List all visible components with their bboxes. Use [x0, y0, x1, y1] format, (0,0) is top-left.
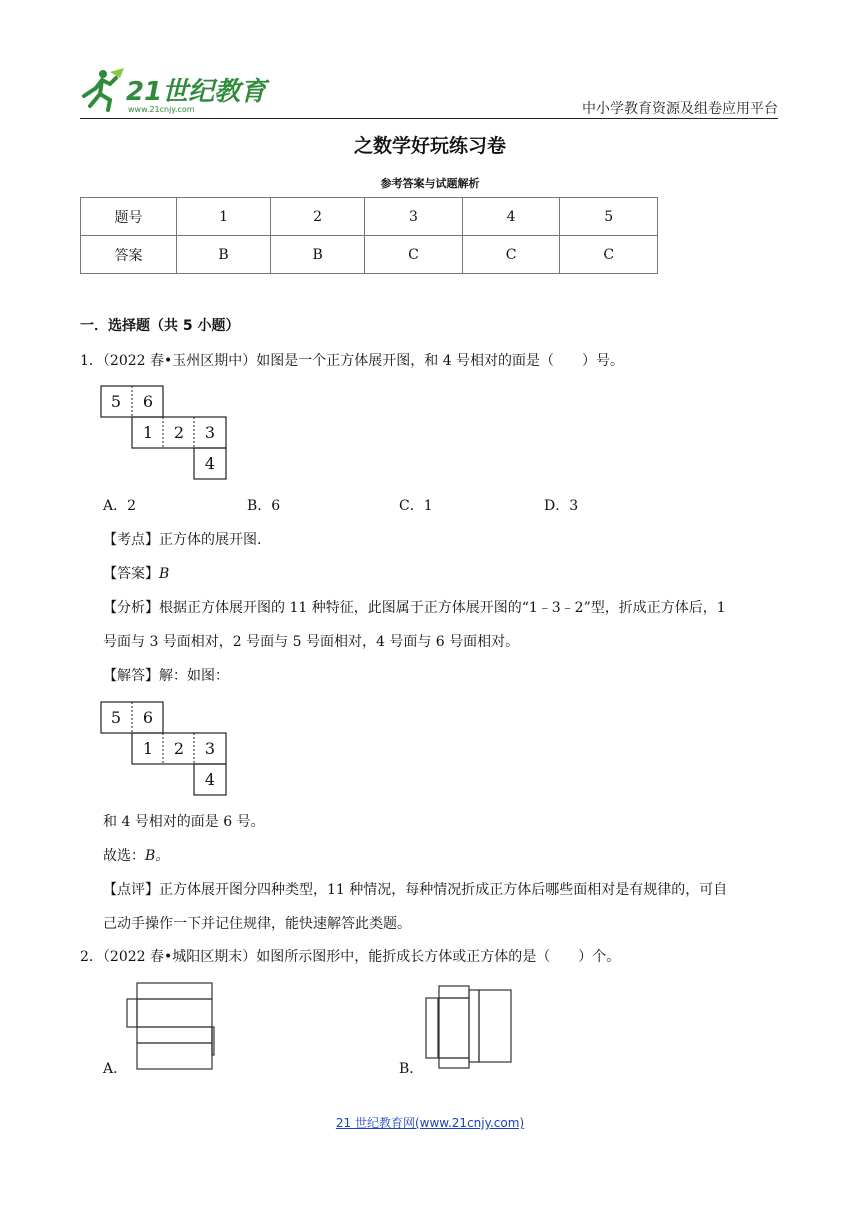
platform-name: 中小学教育资源及组卷应用平台 — [582, 101, 778, 117]
q1-comment-line-2: 己动手操作一下并记住规律，能快速解答此类题。 — [103, 916, 411, 932]
answer-label: 【答案】 — [103, 566, 159, 582]
logo-url: www.21cnjy.com — [128, 105, 195, 114]
q1-analysis-line-2: 号面与 3 号面相对，2 号面与 5 号面相对，4 号面与 6 号面相对。 — [103, 634, 520, 650]
answer-value: B — [159, 566, 170, 582]
net-face-4: 4 — [204, 454, 216, 473]
q1-cube-net-figure — [100, 385, 230, 481]
net-face-1: 1 — [142, 739, 154, 758]
table-cell: B — [271, 236, 365, 274]
table-cell: 2 — [271, 198, 365, 236]
table-row — [81, 198, 658, 236]
page-title: 之数学好玩练习卷 — [353, 135, 506, 157]
site-logo — [80, 66, 267, 116]
q1-answer — [103, 564, 169, 584]
q2-label-b: B． — [399, 1061, 424, 1077]
table-row — [81, 236, 658, 274]
net-face-1: 1 — [142, 423, 154, 442]
section-heading: 一．选择题（共 5 小题） — [80, 318, 240, 334]
logo-wordmark: 21世纪教育 — [126, 77, 267, 107]
q1-analysis-line-1: 【分析】根据正方体展开图的 11 种特征，此图属于正方体展开图的“1﹣3﹣2”型，折成正方体后，1 — [103, 600, 726, 616]
q1-option-c: C．1 — [399, 498, 433, 514]
table-cell: 1 — [177, 198, 271, 236]
net-face-2: 2 — [173, 423, 185, 442]
choice-value: B。 — [145, 848, 170, 864]
net-face-3: 3 — [204, 739, 216, 758]
page-subtitle: 参考答案与试题解析 — [380, 177, 480, 190]
q1-solution-cube-net-figure — [100, 701, 230, 797]
net-face-6: 6 — [142, 708, 154, 727]
q1-kaodian: 【考点】正方体的展开图. — [103, 532, 262, 548]
footer-link[interactable]: 21 世纪教育网(www.21cnjy.com) — [335, 1116, 525, 1130]
q1-choice — [103, 846, 169, 866]
net-face-4: 4 — [204, 770, 216, 789]
q1-option-b: B．6 — [247, 498, 281, 514]
table-cell: B — [177, 236, 271, 274]
q2-stem: 2．（2022 春•城阳区期末）如图所示图形中，能折成长方体或正方体的是（ ）个。 — [80, 949, 621, 965]
row-label-number: 题号 — [81, 198, 177, 236]
table-cell: C — [462, 236, 560, 274]
table-cell: 5 — [560, 198, 658, 236]
table-cell: C — [560, 236, 658, 274]
q2-label-a: A． — [103, 1061, 128, 1077]
q1-option-d: D．3 — [544, 498, 579, 514]
q2-figure-a — [126, 982, 216, 1072]
q2-figure-b — [425, 985, 515, 1075]
answer-table — [80, 197, 658, 274]
table-cell: C — [365, 236, 463, 274]
net-face-6: 6 — [142, 392, 154, 411]
net-face-3: 3 — [204, 423, 216, 442]
table-cell: 4 — [462, 198, 560, 236]
row-label-answer: 答案 — [81, 236, 177, 274]
q1-option-a: A．2 — [103, 498, 137, 514]
q1-stem: 1．（2022 春•玉州区期中）如图是一个正方体展开图，和 4 号相对的面是（ ）号。 — [80, 353, 625, 369]
q1-solution: 【解答】解：如图： — [103, 668, 229, 684]
net-face-5: 5 — [110, 708, 122, 727]
q1-conclusion: 和 4 号相对的面是 6 号。 — [103, 814, 265, 830]
choice-label: 故选： — [103, 848, 145, 864]
table-cell: 3 — [365, 198, 463, 236]
net-face-5: 5 — [110, 392, 122, 411]
header-divider — [80, 118, 778, 119]
net-face-2: 2 — [173, 739, 185, 758]
q1-comment-line-1: 【点评】正方体展开图分四种类型，11 种情况，每种情况折成正方体后哪些面相对是有规律的，可自 — [103, 882, 728, 898]
